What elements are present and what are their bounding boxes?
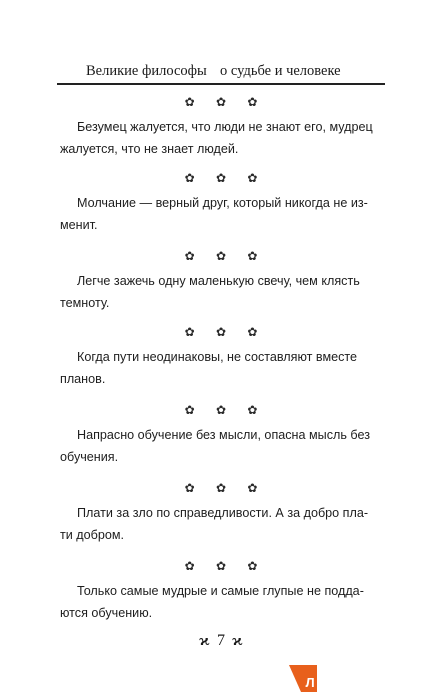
quote-block	[60, 424, 382, 468]
ornament-divider: ✿ ✿ ✿	[184, 325, 267, 339]
quote-line: обучения.	[60, 450, 119, 464]
quote-block	[60, 270, 382, 314]
running-header	[57, 60, 385, 84]
header-subtitle: о судьбе и человеке	[220, 63, 341, 79]
quote-line: ти добром.	[60, 528, 125, 542]
quote-line: планов.	[60, 372, 106, 386]
ornament-divider: ✿ ✿ ✿	[184, 95, 267, 109]
quote-line: Только самые мудрые и самые глупые не подда-	[77, 584, 364, 598]
ornament-divider: ✿ ✿ ✿	[184, 249, 267, 263]
quote-block	[60, 192, 382, 236]
header-book-title: Великие философы	[86, 63, 207, 79]
folio-ornament-left: ϰ	[199, 633, 210, 649]
header-rule	[57, 83, 385, 85]
quote-line: Плати за зло по справедливости. А за добро пла-	[77, 506, 369, 520]
page-folio	[0, 632, 442, 650]
quote-block	[60, 502, 382, 546]
ornament-divider: ✿ ✿ ✿	[184, 171, 267, 185]
ornament-divider: ✿ ✿ ✿	[184, 481, 267, 495]
quote-line: менит.	[60, 218, 98, 232]
quote-line: ются обучению.	[60, 606, 153, 620]
quote-line: Напрасно обучение без мысли, опасна мысль без	[77, 428, 371, 442]
quote-line: Легче зажечь одну маленькую свечу, чем клясть	[77, 274, 360, 288]
publisher-logo-icon	[289, 665, 317, 692]
quote-block	[60, 346, 382, 390]
publisher-logo-letter: Л	[305, 675, 315, 690]
quote-line: Безумец жалуется, что люди не знают его, мудрец	[77, 120, 373, 134]
folio-ornament-right: ϰ	[232, 633, 243, 649]
quote-block	[60, 116, 382, 160]
ornament-divider: ✿ ✿ ✿	[184, 403, 267, 417]
quote-line: жалуется, что не знает людей.	[60, 142, 239, 156]
page-number: 7	[217, 632, 225, 649]
quote-line: Когда пути неодинаковы, не составляют вместе	[77, 350, 358, 364]
quote-block	[60, 580, 382, 624]
quote-line: темноту.	[60, 296, 110, 310]
ornament-divider: ✿ ✿ ✿	[184, 559, 267, 573]
quote-line: Молчание — верный друг, который никогда не из-	[77, 196, 368, 210]
